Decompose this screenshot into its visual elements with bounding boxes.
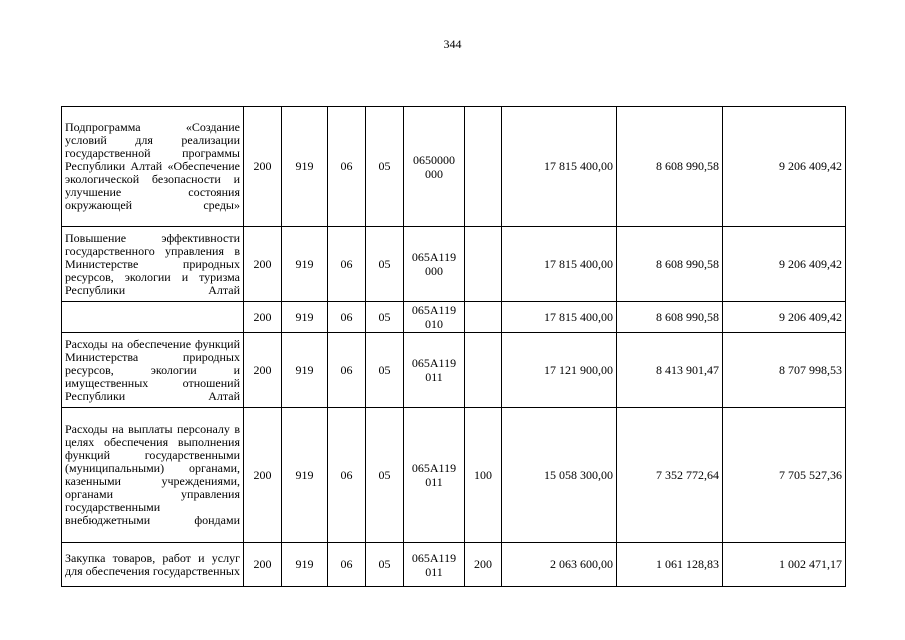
target-article-line2: 000 (425, 264, 443, 278)
target-article (404, 107, 465, 227)
target-article (404, 543, 465, 587)
amount-remaining: 9 206 409,42 (723, 227, 846, 302)
target-article (404, 302, 465, 333)
target-article-line2: 000 (425, 166, 443, 181)
subsection-code: 05 (366, 302, 404, 333)
expense-type (465, 333, 502, 408)
page-number: 344 (443, 37, 462, 51)
target-article-line1: 065А119 (411, 356, 457, 370)
ministry-code: 919 (282, 227, 328, 302)
amount-plan: 17 815 400,00 (502, 227, 617, 302)
admin-code: 200 (244, 227, 282, 302)
amount-remaining: 1 002 471,17 (723, 543, 846, 587)
expense-type (465, 227, 502, 302)
section-code: 06 (328, 543, 366, 587)
row-name (62, 302, 244, 333)
subsection-code: 05 (366, 227, 404, 302)
amount-remaining: 9 206 409,42 (723, 107, 846, 227)
amount-executed: 7 352 772,64 (617, 408, 723, 543)
target-article (404, 408, 465, 543)
target-article-line2: 011 (425, 564, 443, 579)
amount-plan: 17 815 400,00 (502, 302, 617, 333)
target-article-line1: 065А119 (411, 461, 457, 475)
budget-table (61, 106, 846, 587)
admin-code: 200 (244, 543, 282, 587)
expense-type (465, 302, 502, 333)
row-name: Расходы на обеспечение функций Министерства природных ресурсов, экологии и имущественных отношений Республики Алтай (62, 333, 244, 408)
section-code: 06 (328, 408, 366, 543)
amount-plan: 17 815 400,00 (502, 107, 617, 227)
ministry-code: 919 (282, 333, 328, 408)
section-code: 06 (328, 302, 366, 333)
admin-code: 200 (244, 107, 282, 227)
ministry-code: 919 (282, 543, 328, 587)
target-article-line1: 0650000 (413, 152, 455, 167)
amount-plan: 17 121 900,00 (502, 333, 617, 408)
section-code: 06 (328, 227, 366, 302)
table-row (62, 543, 846, 587)
subsection-code: 05 (366, 107, 404, 227)
row-name: Закупка товаров, работ и услуг для обеспечения государственных (62, 543, 244, 587)
ministry-code: 919 (282, 408, 328, 543)
subsection-code: 05 (366, 333, 404, 408)
amount-remaining: 9 206 409,42 (723, 302, 846, 333)
admin-code: 200 (244, 408, 282, 543)
target-article (404, 333, 465, 408)
expense-type: 200 (465, 543, 502, 587)
section-code: 06 (328, 333, 366, 408)
table-row (62, 302, 846, 333)
target-article-line1: 065А119 (411, 303, 457, 317)
table-row (62, 333, 846, 408)
amount-executed: 8 608 990,58 (617, 302, 723, 333)
amount-plan: 2 063 600,00 (502, 543, 617, 587)
amount-executed: 8 608 990,58 (617, 227, 723, 302)
amount-executed: 1 061 128,83 (617, 543, 723, 587)
table-row (62, 227, 846, 302)
amount-executed: 8 608 990,58 (617, 107, 723, 227)
ministry-code: 919 (282, 302, 328, 333)
row-name: Расходы на выплаты персоналу в целях обеспечения выполнения функций государственными (муниципальными) органами, казенными учреждениями, органами управления государственными внебюджетными фондами (62, 408, 244, 543)
target-article (404, 227, 465, 302)
ministry-code: 919 (282, 107, 328, 227)
target-article-line1: 065А119 (411, 550, 457, 565)
target-article-line1: 065А119 (411, 250, 457, 264)
amount-executed: 8 413 901,47 (617, 333, 723, 408)
target-article-line2: 011 (425, 475, 443, 489)
amount-remaining: 8 707 998,53 (723, 333, 846, 408)
row-name: Подпрограмма «Создание условий для реализации государственной программы Республики Алтай «Обеспечение экологической безопасности и улучшение состояния окружающей среды» (62, 107, 244, 227)
expense-type (465, 107, 502, 227)
table-row (62, 408, 846, 543)
admin-code: 200 (244, 333, 282, 408)
amount-plan: 15 058 300,00 (502, 408, 617, 543)
section-code: 06 (328, 107, 366, 227)
target-article-line2: 010 (425, 317, 443, 331)
target-article-line2: 011 (425, 370, 443, 384)
subsection-code: 05 (366, 408, 404, 543)
admin-code: 200 (244, 302, 282, 333)
expense-type: 100 (465, 408, 502, 543)
table-row (62, 107, 846, 227)
amount-remaining: 7 705 527,36 (723, 408, 846, 543)
subsection-code: 05 (366, 543, 404, 587)
row-name: Повышение эффективности государственного управления в Министерстве природных ресурсов, экологии и туризма Республики Алтай (62, 227, 244, 302)
